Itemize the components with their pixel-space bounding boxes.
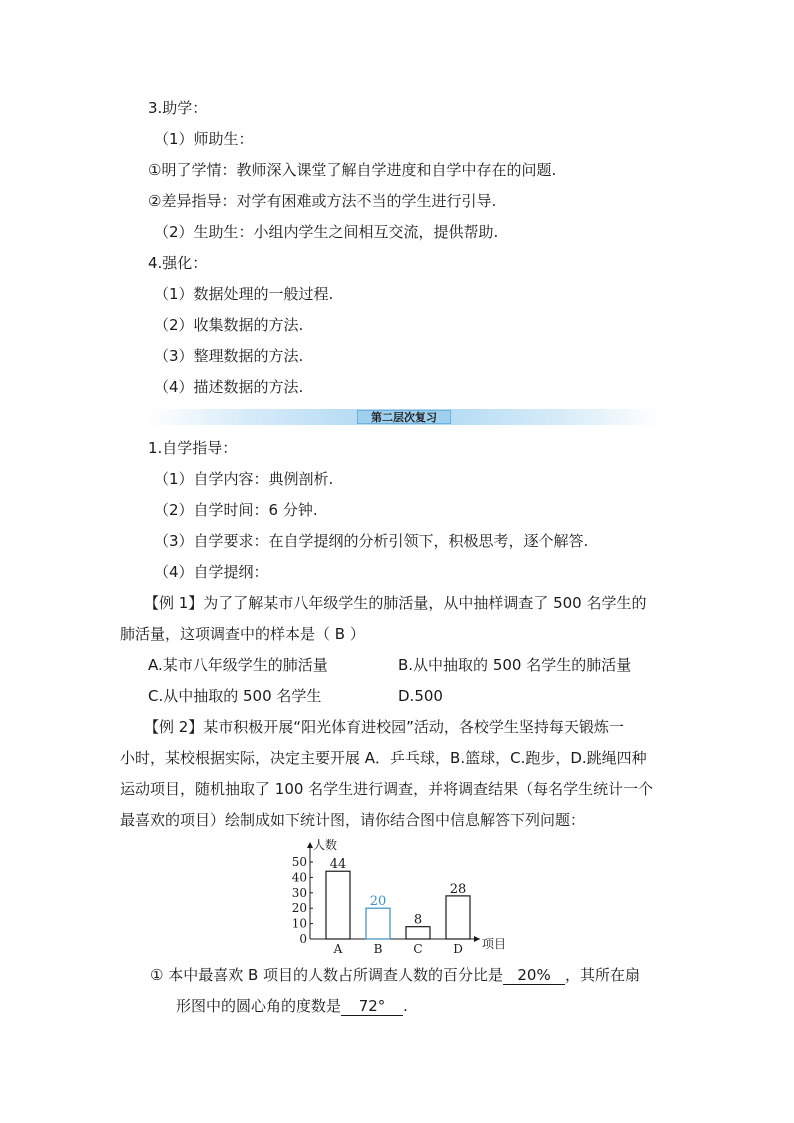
option-d: D.500 [398,687,443,705]
heading-self-study: 1.自学指导： [148,439,238,457]
answer-blank-percent: 20% [503,966,565,985]
data-label-d: 28 [449,881,467,897]
data-label-b: 20 [369,894,387,910]
example1-line1: 【例 1】为了了解某市八年级学生的肺活量，从中抽样调查了 500 名学生的 [144,594,647,612]
question1-mid: ，其所在扇 [565,966,641,984]
bar-b [366,908,390,939]
text-self-study-requirement: （3）自学要求：在自学提纲的分析引领下，积极思考，逐个解答. [154,532,589,550]
data-label-c: 8 [413,912,423,928]
x-tick-label-c: C [413,942,423,956]
question1-line2 [176,996,408,1016]
y-axis-label: 人数 [313,838,338,852]
x-tick-label-a: A [333,942,343,956]
text-self-study-outline: （4）自学提纲： [154,563,269,581]
example2-line3: 运动项目，随机抽取了 100 名学生进行调查，并将调查结果（每名学生统计一个 [120,780,654,798]
question1-line1 [150,965,640,985]
text-peer-help: （2）生助生：小组内学生之间相互交流，提供帮助. [154,223,499,241]
bar-d [446,896,470,939]
section-title: 第二层次复习 [357,410,451,424]
question1-prefix: ① 本中最喜欢 B 项目的人数占所调查人数的百分比是 [150,966,504,984]
text-reinforce-1: （1）数据处理的一般过程. [154,285,334,303]
text-learning-status: ①明了学情：教师深入课堂了解自学进度和自学中存在的问题. [148,161,557,179]
y-tick-label: 10 [291,916,307,931]
example1-line2: 肺活量，这项调查中的样本是（ B ） [120,625,365,643]
example2-line2: 小时，某校根据实际，决定主要开展 A．乒乓球，B.篮球，C.跑步，D.跳绳四种 [120,749,647,767]
text-self-study-time: （2）自学时间：6 分钟. [154,501,318,519]
example2-line4: 最喜欢的项目）绘制成如下统计图，请你结合图中信息解答下列问题： [120,811,586,829]
question1-line2-prefix: 形图中的圆心角的度数是 [176,997,342,1015]
x-tick-label-d: D [453,942,463,956]
y-tick-label: 20 [291,901,307,916]
heading-assist: 3.助学： [148,99,208,117]
x-axis-arrow [474,936,480,942]
option-a: A.某市八年级学生的肺活量 [148,656,328,674]
heading-reinforce: 4.强化： [148,254,208,272]
bar-c [406,927,430,939]
option-b: B.从中抽取的 500 名学生的肺活量 [398,656,632,674]
answer-blank-angle: 72° [341,997,403,1016]
text-reinforce-4: （4）描述数据的方法. [154,378,304,396]
option-c: C.从中抽取的 500 名学生 [148,687,322,705]
y-tick-label: 50 [291,855,307,869]
text-reinforce-2: （2）收集数据的方法. [154,316,304,334]
x-tick-label-b: B [373,942,383,956]
y-tick-label: 0 [299,932,307,946]
data-label-a: 44 [329,857,347,873]
x-axis-label: 项目 [482,937,507,951]
text-teacher-help: （1）师助生： [154,130,254,148]
text-differential-guidance: ②差异指导：对学有困难或方法不当的学生进行引导. [148,192,497,210]
question1-suffix: . [403,997,408,1015]
y-tick-label: 30 [291,885,307,900]
text-reinforce-3: （3）整理数据的方法. [154,347,304,365]
text-self-study-content: （1）自学内容：典例剖析. [154,470,334,488]
bar-a [326,871,350,939]
example2-line1: 【例 2】某市积极开展“阳光体育进校园”活动，各校学生坚持每天锻炼一 [144,718,624,736]
bar-chart [280,832,520,962]
y-tick-label: 40 [291,870,307,885]
